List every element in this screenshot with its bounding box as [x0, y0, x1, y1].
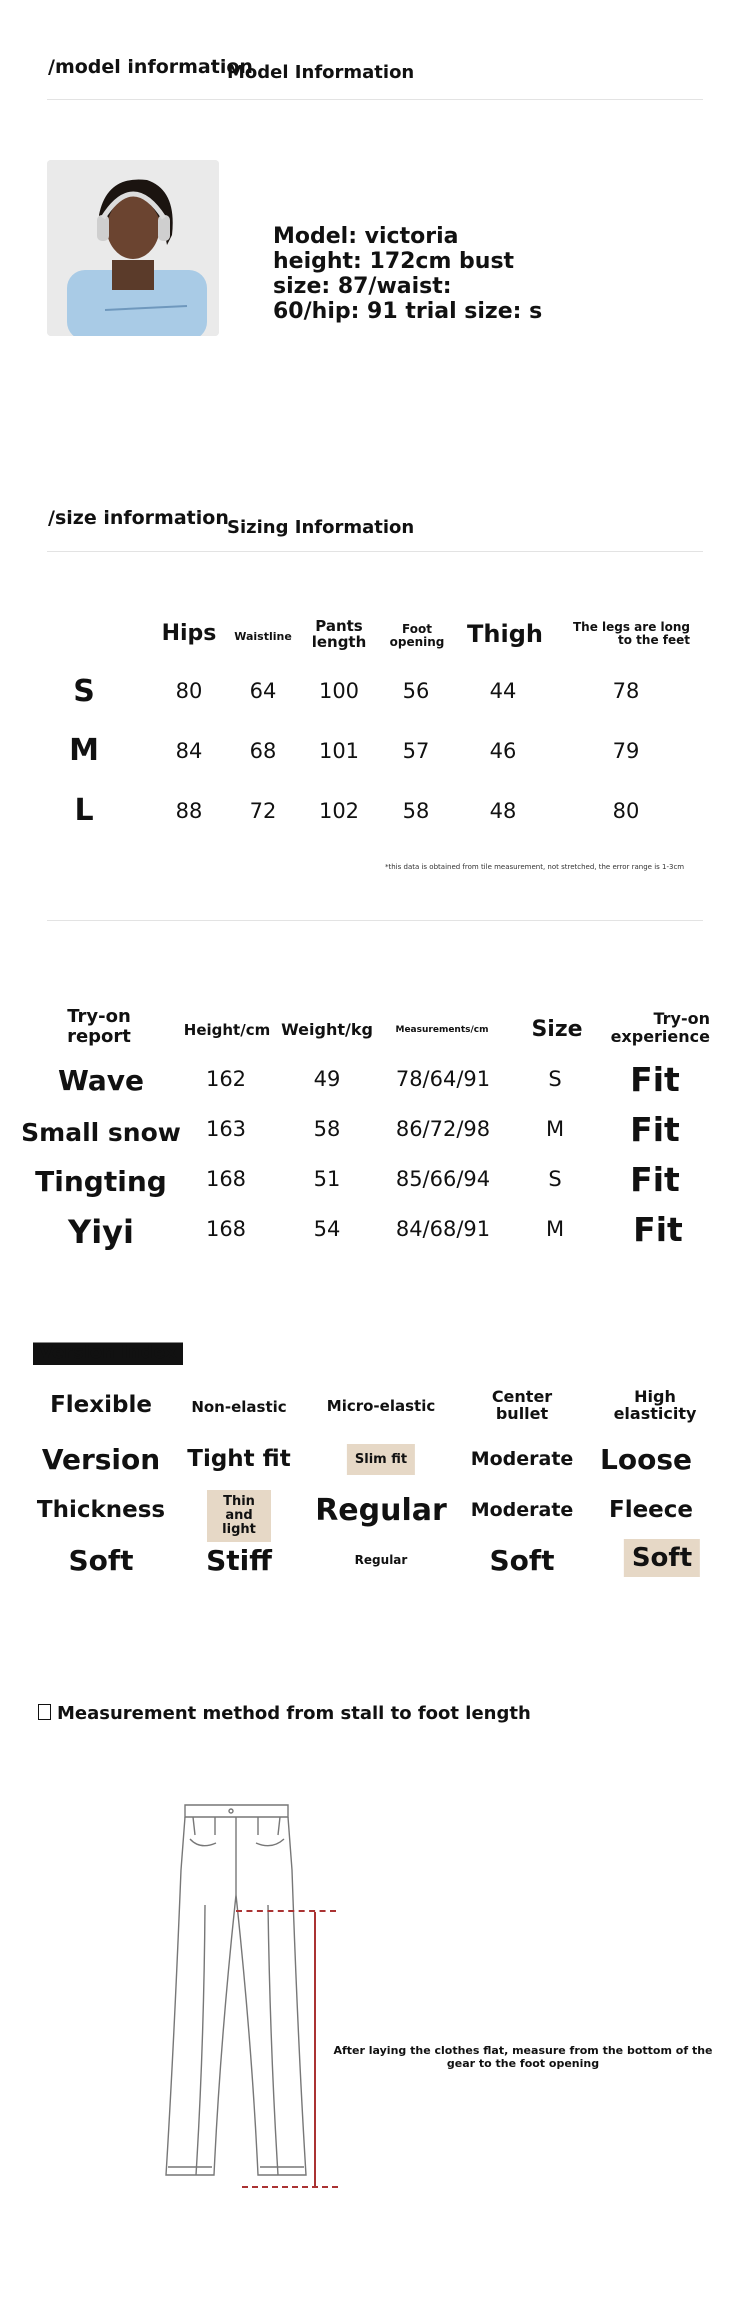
size-section-subtitle: Sizing Information	[227, 517, 415, 538]
table-cell: 51	[313, 1167, 341, 1191]
pants-diagram	[160, 1795, 360, 2195]
model-photo	[47, 160, 219, 336]
measurement-title-text: Measurement method from stall to foot length	[57, 1703, 531, 1724]
table-cell: 79	[612, 739, 640, 763]
table-cell: 58	[313, 1117, 341, 1141]
model-info-line: size: 87/waist:	[273, 274, 452, 299]
header-thigh: Thigh	[467, 620, 543, 648]
index-option: Loose	[600, 1443, 692, 1476]
index-option: Stiff	[206, 1544, 272, 1577]
table-cell: 100	[318, 679, 360, 703]
tester-name: Tingting	[35, 1165, 167, 1198]
table-cell: 46	[489, 739, 517, 763]
header-foot-opening: Foot opening	[389, 622, 445, 649]
table-cell: 80	[612, 799, 640, 823]
index-option-selected: Thin and light	[207, 1490, 271, 1542]
index-option: Non-elastic	[191, 1398, 287, 1416]
table-cell: 49	[313, 1067, 341, 1091]
measurement-note: *this data is obtained from tile measurement, not stretched, the error range is 1-3cm	[385, 863, 685, 871]
model-info-text	[273, 224, 542, 324]
table-cell: 162	[205, 1067, 247, 1091]
version-index-label: Version index	[33, 1340, 183, 1365]
header-pants-length: Pants length	[311, 617, 367, 651]
header-measurements: Measurements/cm	[395, 1025, 489, 1035]
tester-name: Wave	[57, 1064, 145, 1097]
table-cell: 56	[402, 679, 430, 703]
index-option: Micro-elastic	[326, 1397, 436, 1415]
index-row-label: Thickness	[36, 1497, 166, 1523]
table-cell: S	[548, 1067, 562, 1091]
measurement-caption: After laying the clothes flat, measure from the bottom of the gear to the foot opening	[333, 2044, 713, 2070]
index-option: Soft	[489, 1544, 555, 1577]
header-size: Size	[531, 1017, 583, 1042]
table-cell: 163	[205, 1117, 247, 1141]
fit-label: Fit	[633, 1210, 683, 1249]
index-row-label: Soft	[68, 1544, 134, 1577]
table-cell: 84	[175, 739, 203, 763]
index-option: High elasticity	[613, 1387, 697, 1423]
header-tryon-report: Try-on report	[67, 1006, 131, 1047]
table-cell: 64	[249, 679, 277, 703]
table-cell: 102	[318, 799, 360, 823]
tester-name: Yiyi	[68, 1213, 134, 1251]
index-row-label: Version	[41, 1443, 161, 1476]
version-index-title	[33, 1342, 183, 1363]
table-cell: 78	[612, 679, 640, 703]
table-cell: 44	[489, 679, 517, 703]
index-option: Tight fit	[187, 1446, 291, 1472]
hem-line	[242, 2186, 338, 2190]
header-waistline: Waistline	[234, 630, 292, 643]
index-option: Moderate	[470, 1499, 574, 1521]
divider	[47, 551, 703, 552]
table-cell: 78/64/91	[395, 1067, 491, 1091]
index-option: Center bullet	[491, 1387, 553, 1423]
fit-label: Fit	[630, 1160, 680, 1199]
table-cell: 80	[175, 679, 203, 703]
model-section-subtitle: Model Information	[227, 62, 415, 83]
table-cell: 54	[313, 1217, 341, 1241]
header-weight: Weight/kg	[281, 1020, 373, 1039]
size-section-title: /size information	[48, 507, 229, 529]
table-cell: 101	[318, 739, 360, 763]
table-cell: S	[548, 1167, 562, 1191]
table-cell: 84/68/91	[395, 1217, 491, 1241]
table-cell: 86/72/98	[395, 1117, 491, 1141]
index-option-selected: Soft	[624, 1539, 700, 1577]
size-label: L	[74, 793, 94, 828]
header-leg-length: The legs are long to the feet	[572, 620, 690, 647]
table-cell: 72	[249, 799, 277, 823]
box-icon	[38, 1704, 51, 1720]
length-arrow-line	[314, 1912, 316, 2188]
table-cell: 168	[205, 1167, 247, 1191]
table-cell: 168	[205, 1217, 247, 1241]
index-option-selected: Slim fit	[347, 1444, 415, 1475]
fit-label: Fit	[630, 1060, 680, 1099]
size-label: M	[69, 733, 99, 768]
model-section-title: /model information	[48, 56, 253, 78]
table-cell: 85/66/94	[395, 1167, 491, 1191]
table-cell: 57	[402, 739, 430, 763]
model-info-line: height: 172cm bust	[273, 249, 515, 274]
table-cell: 68	[249, 739, 277, 763]
model-info-line: Model: victoria	[273, 224, 459, 249]
measurement-title	[38, 1703, 531, 1724]
index-option: Regular	[315, 1493, 447, 1528]
index-row-label: Flexible	[50, 1392, 152, 1418]
model-info-line: 60/hip: 91 trial size: s	[273, 299, 543, 324]
header-tryon-experience: Try-on experience	[610, 1009, 710, 1046]
header-hips: Hips	[161, 621, 217, 646]
tester-name: Small snow	[21, 1118, 181, 1147]
table-cell: 58	[402, 799, 430, 823]
size-label: S	[73, 674, 95, 709]
divider	[47, 920, 703, 921]
table-cell: M	[545, 1117, 565, 1141]
table-cell: 48	[489, 799, 517, 823]
fit-label: Fit	[630, 1110, 680, 1149]
index-option: Fleece	[608, 1497, 694, 1523]
index-option: Moderate	[470, 1448, 574, 1470]
header-height: Height/cm	[183, 1021, 271, 1039]
table-cell: 88	[175, 799, 203, 823]
table-cell: M	[545, 1217, 565, 1241]
crotch-line	[236, 1910, 336, 1914]
index-option: Regular	[354, 1553, 408, 1567]
divider	[47, 99, 703, 100]
